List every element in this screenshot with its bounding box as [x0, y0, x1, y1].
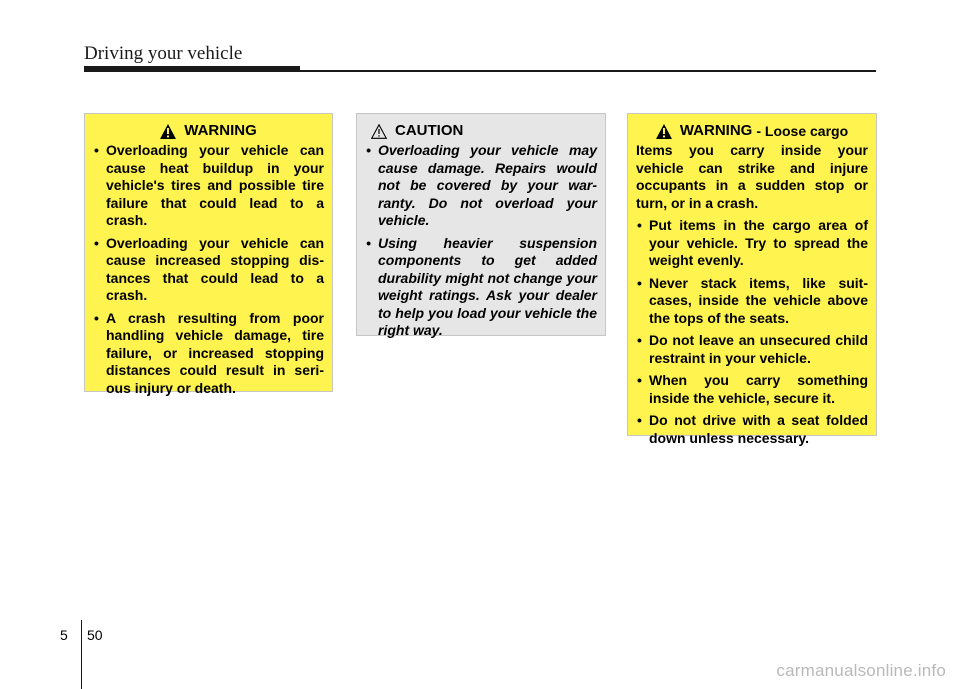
caution-header [365, 122, 597, 140]
watermark: carmanualsonline.info [776, 661, 946, 680]
header-rule-thin [300, 70, 876, 72]
warning-box-overloading [84, 113, 333, 396]
list-item: • Overloading your vehicle can cause heat buildup in your vehicle's tires and possible tire failure that could lead to a crash. [93, 142, 324, 230]
warning-box-loose-cargo [627, 113, 877, 446]
caution-title: CAUTION [395, 122, 464, 139]
caution-triangle-icon [371, 124, 387, 139]
warning-header [636, 122, 868, 140]
list-item: • Never stack items, like suit-cases, inside the vehicle above the tops of the seats. [636, 275, 868, 328]
warning-triangle-icon [160, 124, 176, 139]
chapter-number: 5 [60, 627, 68, 643]
list-item: • When you carry something inside the vehicle, secure it. [636, 372, 868, 407]
warning-triangle-icon [656, 124, 672, 139]
caution-box-overloading [356, 113, 606, 336]
list-item: • Overloading your vehicle may cause damage. Repairs would not be covered by your war-ranty. Do not overload your vehicle. [365, 142, 597, 230]
list-item: • Overloading your vehicle can cause increased stopping dis-tances that could lead to a crash. [93, 235, 324, 305]
warning-subtitle: - Loose cargo [756, 123, 849, 139]
warning-intro: Items you carry inside your vehicle can strike and injure occupants in a sudden stop or turn, or in a crash. [636, 142, 868, 211]
warning-header [93, 122, 324, 140]
page-header-title: Driving your vehicle [84, 43, 243, 64]
footer-divider [81, 620, 82, 689]
warning-title: WARNING [184, 122, 257, 139]
list-item: • A crash resulting from poor handling vehicle damage, tire failure, or increased stopping distances could result in seri-ous injury or death. [93, 310, 324, 398]
header-rule-thick [84, 66, 300, 72]
list-item: • Put items in the cargo area of your vehicle. Try to spread the weight evenly. [636, 217, 868, 270]
warning-title: WARNING [679, 122, 753, 139]
page-number: 50 [87, 627, 103, 643]
list-item: • Do not drive with a seat folded down unless necessary. [636, 412, 868, 447]
list-item: • Using heavier suspension components to get added durability might not change your weight ratings. Ask your dealer to help you load your vehicle the right way. [365, 235, 597, 340]
list-item: • Do not leave an unsecured child restraint in your vehicle. [636, 332, 868, 367]
